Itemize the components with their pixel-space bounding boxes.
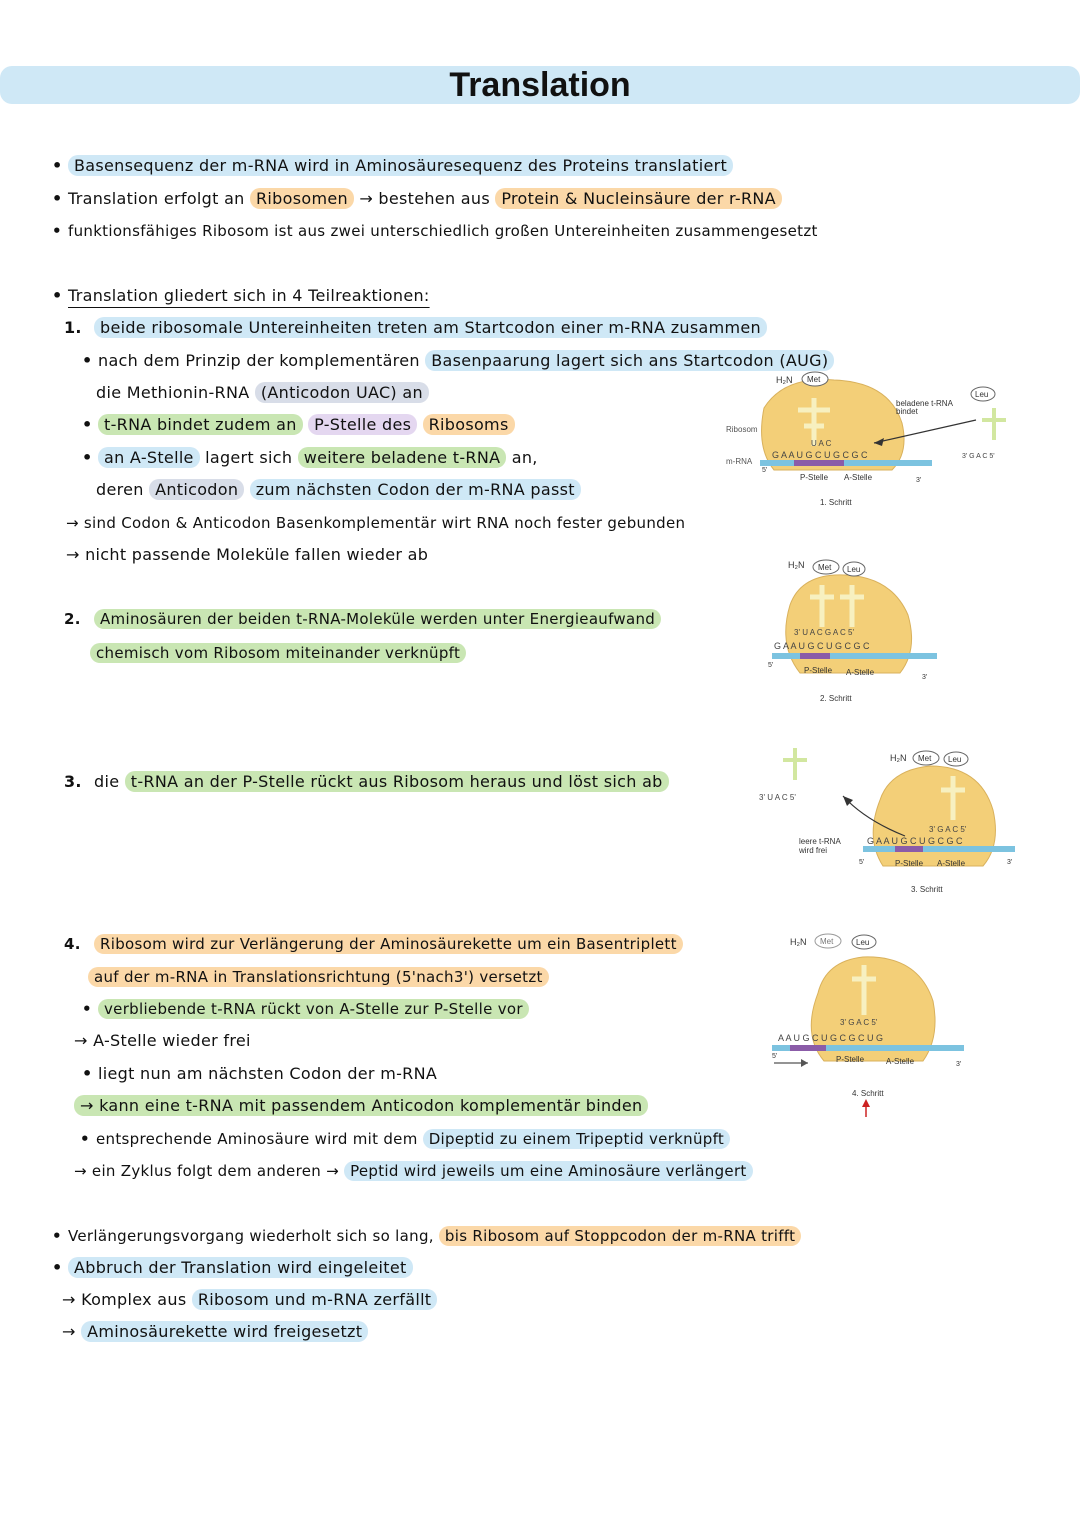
step4-f: → kann eine t-RNA mit passendem Anticodon komplementär binden bbox=[74, 1094, 648, 1118]
d1-a-site: A-Stelle bbox=[844, 473, 873, 482]
d1-five-prime: 5' bbox=[762, 467, 768, 474]
d1-nh2-label: H₂N bbox=[776, 375, 793, 385]
step4-g: • entsprechende Aminosäure wird mit dem Dipeptid zu einem Tripeptid verknüpft bbox=[80, 1127, 730, 1151]
step1-h: → nicht passende Moleküle fallen wieder ab bbox=[66, 545, 429, 564]
diagram-step-1 bbox=[724, 368, 1024, 528]
d4-caption: 4. Schritt bbox=[852, 1089, 884, 1098]
diagram-step-2 bbox=[760, 555, 950, 710]
d2-anticodons: 3' U A C G A C 5' bbox=[794, 628, 854, 637]
d2-a-site: A-Stelle bbox=[846, 668, 875, 677]
d3-three-prime: 3' bbox=[1007, 859, 1013, 866]
step4-h: → ein Zyklus folgt dem anderen → Peptid wird jeweils um eine Aminosäure verlängert bbox=[74, 1159, 753, 1183]
intro-line-1: • Basensequenz der m-RNA wird in Aminosäuresequenz des Proteins translatiert bbox=[52, 154, 733, 178]
d4-p-site: P-Stelle bbox=[836, 1055, 865, 1064]
step4-b: auf der m-RNA in Translationsrichtung (5'nach3') versetzt bbox=[88, 965, 549, 989]
step4-c: • verbliebende t-RNA rückt von A-Stelle zur P-Stelle vor bbox=[82, 997, 529, 1021]
step1-a: 1. beide ribosomale Untereinheiten treten am Startcodon einer m-RNA zusammen bbox=[64, 316, 767, 340]
d1-bindet-label: bindet bbox=[896, 407, 918, 416]
diagram-step-4 bbox=[768, 925, 978, 1120]
d4-codons: A A U G C U G C G C U G bbox=[778, 1033, 884, 1043]
d3-empty-trna-1: leere t-RNA bbox=[799, 837, 841, 846]
d3-a-site: A-Stelle bbox=[937, 859, 966, 868]
page-title: Translation bbox=[449, 66, 631, 104]
d4-leu-label: Leu bbox=[856, 938, 870, 947]
d4-anticodon: 3' G A C 5' bbox=[840, 1018, 878, 1027]
step2-a: 2. Aminosäuren der beiden t-RNA-Moleküle werden unter Energieaufwand bbox=[64, 607, 661, 631]
d1-anticodon: U A C bbox=[811, 439, 832, 448]
d2-leu-label: Leu bbox=[847, 565, 861, 574]
d3-five-prime: 5' bbox=[859, 859, 865, 866]
d3-p-site: P-Stelle bbox=[895, 859, 924, 868]
step1-b: • nach dem Prinzip der komplementären Basenpaarung lagert sich ans Startcodon (AUG) bbox=[82, 349, 834, 373]
d3-anticodon: 3' G A C 5' bbox=[929, 825, 967, 834]
d2-nh2-label: H₂N bbox=[788, 560, 805, 570]
d4-met-label: Met bbox=[820, 937, 834, 946]
d4-three-prime: 3' bbox=[956, 1061, 962, 1068]
intro-line-2: • Translation erfolgt an Ribosomen → bestehen aus Protein & Nucleinsäure der r-RNA bbox=[52, 187, 782, 211]
d4-nh2-label: H₂N bbox=[790, 937, 807, 947]
step1-f: deren Anticodon zum nächsten Codon der m-RNA passt bbox=[96, 478, 581, 502]
d1-mrna-label: m-RNA bbox=[726, 457, 753, 466]
step1-d: • t-RNA bindet zudem an P-Stelle des Ribosoms bbox=[82, 413, 515, 437]
d2-met-label: Met bbox=[818, 563, 832, 572]
d4-a-site: A-Stelle bbox=[886, 1057, 915, 1066]
d1-codons: G A A U G C U G C G C bbox=[772, 450, 868, 460]
d1-leu-label: Leu bbox=[975, 390, 989, 399]
d1-beladen-label: beladene t-RNA bbox=[896, 399, 953, 408]
step1-e: • an A-Stelle lagert sich weitere beladene t-RNA an, bbox=[82, 448, 538, 467]
end-c: → Komplex aus Ribosom und m-RNA zerfällt bbox=[62, 1288, 437, 1312]
d4-five-prime: 5' bbox=[772, 1053, 778, 1060]
d3-nh2-label: H₂N bbox=[890, 753, 907, 763]
end-b: • Abbruch der Translation wird eingeleitet bbox=[52, 1256, 413, 1280]
d3-released-anticodon: 3' U A C 5' bbox=[759, 793, 796, 802]
d1-met-label: Met bbox=[807, 375, 821, 384]
end-d: → Aminosäurekette wird freigesetzt bbox=[62, 1320, 368, 1344]
d2-caption: 2. Schritt bbox=[820, 694, 852, 703]
step2-b: chemisch vom Ribosom miteinander verknüpft bbox=[90, 641, 466, 665]
d2-five-prime: 5' bbox=[768, 662, 774, 669]
intro-line-3: • funktionsfähiges Ribosom ist aus zwei unterschiedlich großen Untereinheiten zusammengesetzt bbox=[52, 222, 818, 240]
d3-codons: G A A U G C U G C G C bbox=[867, 836, 963, 846]
step4-a: 4. Ribosom wird zur Verlängerung der Aminosäurekette um ein Basentriplett bbox=[64, 932, 683, 956]
d3-leu-label: Leu bbox=[948, 755, 962, 764]
step4-d: → A-Stelle wieder frei bbox=[74, 1031, 251, 1050]
d2-p-site: P-Stelle bbox=[804, 666, 833, 675]
d2-codons: G A A U G C U G C G C bbox=[774, 641, 870, 651]
d3-caption: 3. Schritt bbox=[911, 885, 943, 894]
d1-p-site: P-Stelle bbox=[800, 473, 829, 482]
diagram-step-3 bbox=[755, 740, 1030, 900]
step4-e: • liegt nun am nächsten Codon der m-RNA bbox=[82, 1064, 438, 1083]
d3-met-label: Met bbox=[918, 754, 932, 763]
d1-three-prime: 3' bbox=[916, 477, 922, 484]
d2-three-prime: 3' bbox=[922, 674, 928, 681]
d1-caption: 1. Schritt bbox=[820, 498, 852, 507]
end-a: • Verlängerungsvorgang wiederholt sich so lang, bis Ribosom auf Stoppcodon der m-RNA trifft bbox=[52, 1224, 801, 1248]
steps-header: • Translation gliedert sich in 4 Teilreaktionen: bbox=[52, 286, 430, 305]
step1-c: die Methionin-RNA (Anticodon UAC) an bbox=[96, 381, 429, 405]
d3-empty-trna-2: wird frei bbox=[799, 846, 828, 855]
step1-g: → sind Codon & Anticodon Basenkomplementär wirt RNA noch fester gebunden bbox=[66, 514, 686, 532]
step3-a: 3. die t-RNA an der P-Stelle rückt aus Ribosom heraus und löst sich ab bbox=[64, 770, 669, 794]
d1-incoming-anticodon: 3' G A C 5' bbox=[962, 453, 995, 460]
d1-ribosom-label: Ribosom bbox=[726, 425, 758, 434]
